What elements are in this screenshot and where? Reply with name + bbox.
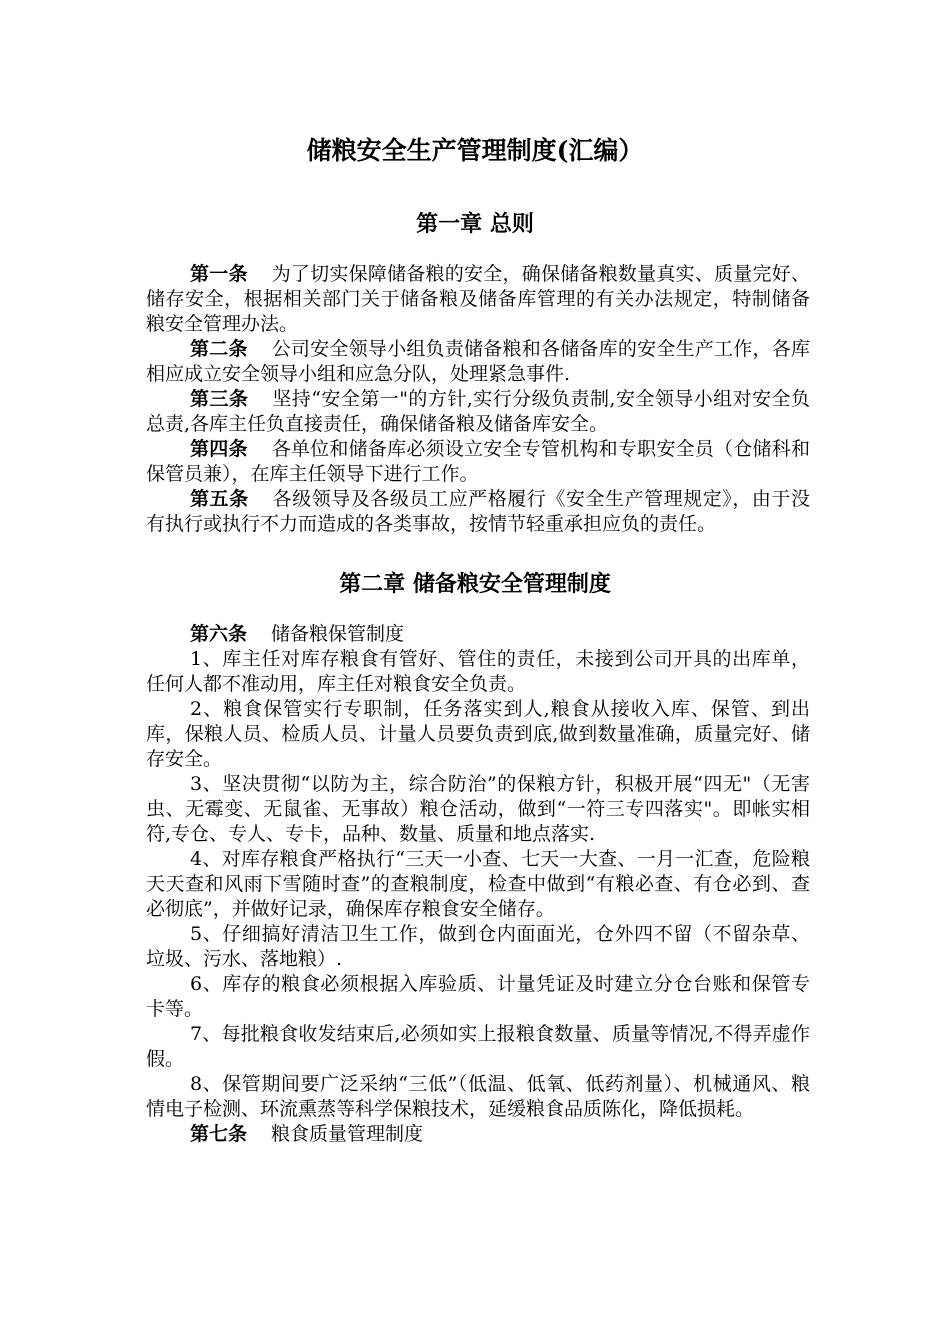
list-item: 4、对库存粮食严格执行“三天一小查、七天一大查、一月一汇查，危险粮天天查和风雨下雪随时查”的查粮制度，检查中做到“有粮必查、有仓必到、查必彻底”，并做好记录，确保库存粮食安全储存。 bbox=[146, 848, 810, 920]
chapter-1-body bbox=[146, 262, 810, 537]
article-2 bbox=[146, 337, 810, 387]
article-7 bbox=[146, 1122, 810, 1147]
chapter-2-body bbox=[146, 622, 810, 1147]
chapter-2-heading: 第二章 储备粮安全管理制度 bbox=[339, 571, 611, 597]
list-item: 7、每批粮食收发结束后,必须如实上报粮食数量、质量等情况,不得弄虚作假。 bbox=[146, 1023, 810, 1070]
list-item: 2、粮食保管实行专职制，任务落实到人,粮食从接收入库、保管、到出库，保粮人员、检质人员、计量人员要负责到底,做到数量准确，质量完好、储存安全。 bbox=[146, 698, 810, 770]
article-6 bbox=[146, 622, 810, 647]
article-label: 第六条 bbox=[190, 623, 248, 645]
article-text: 坚持“安全第一"的方针,实行分级负责制,安全领导小组对安全负总责,各库主任负直接责任，确保储备粮及储备库安全。 bbox=[146, 388, 810, 435]
article-1 bbox=[146, 262, 810, 337]
list-item: 1、库主任对库存粮食有管好、管住的责任，未接到公司开具的出库单，任何人都不准动用，库主任对粮食安全负责。 bbox=[146, 648, 810, 695]
article-text: 各级领导及各级员工应严格履行《安全生产管理规定》，由于没有执行或执行不力而造成的各类事故，按情节轻重承担应负的责任。 bbox=[146, 488, 810, 535]
article-label: 第七条 bbox=[190, 1123, 248, 1145]
chapter-1-heading: 第一章 总则 bbox=[416, 211, 534, 237]
article-5 bbox=[146, 487, 810, 537]
article-text: 各单位和储备库必须设立安全专管机构和专职安全员（仓储科和保管员兼），在库主任领导下进行工作。 bbox=[146, 438, 810, 485]
article-4 bbox=[146, 437, 810, 487]
list-item: 8、保管期间要广泛采纳“三低”（低温、低氧、低药剂量）、机械通风、粮情电子检测、环流熏蒸等科学保粮技术，延缓粮食品质陈化，降低损耗。 bbox=[146, 1073, 810, 1120]
article-text: 储备粮保管制度 bbox=[271, 623, 405, 645]
list-item: 6、库存的粮食必须根据入库验质、计量凭证及时建立分仓台账和保管专卡等。 bbox=[146, 973, 810, 1020]
article-text: 公司安全领导小组负责储备粮和各储备库的安全生产工作，各库相应成立安全领导小组和应急分队，处理紧急事件. bbox=[146, 338, 810, 385]
article-3 bbox=[146, 387, 810, 437]
article-label: 第二条 bbox=[190, 338, 248, 360]
document-title: 储粮安全生产管理制度(汇编） bbox=[306, 136, 644, 165]
list-item: 5、仔细搞好清洁卫生工作，做到仓内面面光，仓外四不留（不留杂草、垃圾、污水、落地粮）. bbox=[146, 923, 810, 970]
article-label: 第一条 bbox=[190, 263, 248, 285]
article-label: 第四条 bbox=[190, 438, 248, 460]
article-label: 第五条 bbox=[190, 488, 249, 510]
list-item: 3、坚决贯彻“以防为主，综合防治”的保粮方针，积极开展“四无"（无害虫、无霉变、无鼠雀、无事故）粮仓活动，做到“一符三专四落实"。即帐实相符,专仓、专人、专卡，品种、数量、质量和地点落实. bbox=[146, 773, 810, 845]
article-label: 第三条 bbox=[190, 388, 249, 410]
article-text: 粮食质量管理制度 bbox=[271, 1123, 424, 1145]
article-text: 为了切实保障储备粮的安全，确保储备粮数量真实、质量完好、储存安全，根据相关部门关于储备粮及储备库管理的有关办法规定，特制储备粮安全管理办法。 bbox=[146, 263, 810, 335]
